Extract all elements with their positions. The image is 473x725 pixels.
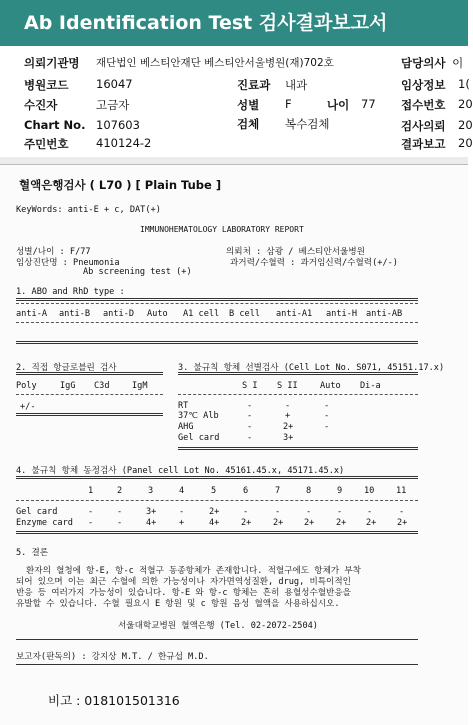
value-clinical-info: 1( bbox=[458, 77, 470, 91]
label-report-date: 결과보고 bbox=[401, 137, 446, 151]
rule bbox=[178, 372, 418, 375]
ident-num: 3 bbox=[148, 486, 154, 496]
transfusion-history: 과거력/수혈력 : 과거임신력/수혈력(+/-) bbox=[230, 258, 398, 268]
dat-h-igm: IgM bbox=[132, 381, 148, 391]
ident-cell: 4+ bbox=[146, 518, 157, 528]
label-specimen: 검체 bbox=[237, 117, 260, 131]
label-clinical-info: 임상정보 bbox=[401, 78, 446, 92]
ident-cell: 2+ bbox=[209, 507, 220, 517]
ident-cell: + bbox=[179, 518, 185, 528]
rule bbox=[16, 303, 418, 304]
rule bbox=[16, 394, 163, 395]
ident-cell: 2+ bbox=[397, 518, 408, 528]
value-doctor: 이 bbox=[452, 56, 464, 70]
label-age: 나이 bbox=[327, 98, 350, 112]
ident-num: 1 bbox=[88, 486, 94, 496]
ident-cell: - bbox=[306, 507, 312, 517]
value-resident-no: 410124-2 bbox=[96, 136, 152, 150]
ident-cell: - bbox=[399, 507, 405, 517]
screen-cell: - bbox=[247, 401, 253, 411]
ident-row-label: Gel card bbox=[16, 507, 58, 517]
hospital-contact: 서울대학교병원 혈액은행 (Tel. 02-2072-2504) bbox=[118, 621, 318, 631]
ident-cell: - bbox=[179, 507, 185, 517]
conclusion-title: 5. 결론 bbox=[16, 548, 49, 558]
rule bbox=[16, 476, 418, 479]
header-row-1 bbox=[24, 55, 334, 71]
ident-cell: - bbox=[117, 507, 123, 517]
label-resident-no: 주민번호 bbox=[24, 137, 69, 151]
ident-cell: 4+ bbox=[209, 518, 220, 528]
label-institution: 의뢰기관명 bbox=[24, 56, 80, 70]
ident-title: 4. 불규칙 항체 동정검사 (Panel cell Lot No. 45161.45.x, 45171.45.x) bbox=[16, 466, 345, 476]
report-title-banner: Ab Identification Test 검사결과보고서 bbox=[0, 0, 468, 46]
screen-cell: - bbox=[247, 411, 253, 421]
ident-num: 11 bbox=[396, 486, 407, 496]
ident-num: 7 bbox=[275, 486, 281, 496]
screen-h-sii: S II bbox=[277, 381, 298, 391]
screen-row-label: AHG bbox=[178, 422, 194, 432]
label-sex: 성별 bbox=[237, 98, 260, 112]
conclusion-line: 유발할 수 있습니다. 수혈 필요시 E 항원 및 c 항원 음성 혈액을 사용하십시오. bbox=[16, 599, 340, 609]
label-request-date: 검사의뢰 bbox=[401, 119, 446, 133]
dat-h-igg: IgG bbox=[60, 381, 76, 391]
value-department: 내과 bbox=[285, 78, 308, 92]
ident-cell: 2+ bbox=[336, 518, 347, 528]
screen-cell: 2+ bbox=[283, 422, 294, 432]
rule bbox=[16, 341, 418, 344]
dat-h-poly: Poly bbox=[16, 381, 37, 391]
ident-cell: - bbox=[337, 507, 343, 517]
ident-cell: 2+ bbox=[273, 518, 284, 528]
reporter: 보고자(판독의) : 강지상 M.T. / 한규섭 M.D. bbox=[16, 652, 209, 662]
screen-h-auto: Auto bbox=[320, 381, 341, 391]
abo-h-a1-cell: A1 cell bbox=[183, 309, 220, 319]
label-patient: 수진자 bbox=[24, 98, 58, 112]
memo: 비고 : 018101501316 bbox=[48, 693, 180, 708]
rule bbox=[178, 447, 418, 450]
ident-cell: - bbox=[88, 518, 94, 528]
screen-cell: 3+ bbox=[283, 433, 294, 443]
ident-num: 5 bbox=[211, 486, 217, 496]
ident-row-label: Enzyme card bbox=[16, 518, 73, 528]
abo-h-anti-h: anti-H bbox=[326, 309, 358, 319]
abo-h-anti-a1: anti-A1 bbox=[276, 309, 313, 319]
value-report-date: 20 bbox=[458, 136, 473, 150]
screen-title: 3. 불규칙 항체 선별검사 (Cell Lot No. S071, 45151.17.x) bbox=[178, 363, 445, 373]
value-institution: 재단법인 베스티안재단 베스티안서울병원(재)702호 bbox=[96, 57, 334, 69]
screen-cell: + bbox=[285, 411, 291, 421]
ident-num: 4 bbox=[179, 486, 185, 496]
ident-num: 8 bbox=[306, 486, 312, 496]
ident-num: 9 bbox=[337, 486, 343, 496]
rule bbox=[16, 413, 163, 416]
value-hospital-code: 16047 bbox=[96, 77, 133, 91]
rule bbox=[16, 500, 418, 501]
dat-h-c3d: C3d bbox=[94, 381, 110, 391]
label-chart-no: Chart No. bbox=[24, 118, 86, 132]
ident-num: 2 bbox=[117, 486, 123, 496]
label-department: 진료과 bbox=[237, 78, 271, 92]
label-receipt-no: 접수번호 bbox=[401, 98, 446, 112]
abo-h-anti-ab: anti-AB bbox=[366, 309, 403, 319]
screen-row-label: 37℃ Alb bbox=[178, 411, 219, 421]
abo-h-auto: Auto bbox=[147, 309, 168, 319]
screen-h-dia: Di-a bbox=[360, 381, 381, 391]
value-chart-no: 107603 bbox=[96, 118, 140, 132]
value-patient: 고금자 bbox=[96, 98, 130, 112]
screen-row-label: RT bbox=[178, 401, 189, 411]
ident-cell: - bbox=[88, 507, 94, 517]
screen-cell: - bbox=[324, 411, 330, 421]
label-hospital-code: 병원코드 bbox=[24, 78, 69, 92]
conclusion-line: 환자의 혈청에 항-E, 항-c 적혈구 동종항체가 존재합니다. 적혈구에도 항체가 부착 bbox=[26, 566, 361, 576]
dat-title: 2. 직접 항글로블린 검사 bbox=[16, 363, 117, 373]
screen-cell: - bbox=[247, 433, 253, 443]
abo-h-b-cell: B cell bbox=[229, 309, 261, 319]
ident-num: 10 bbox=[364, 486, 375, 496]
ident-num: 6 bbox=[243, 486, 249, 496]
ident-cell: 2+ bbox=[304, 518, 315, 528]
requester: 의뢰처 : 삼광 / 베스티안서울병원 bbox=[226, 247, 365, 257]
ident-cell: - bbox=[367, 507, 373, 517]
abo-h-anti-a: anti-A bbox=[16, 309, 48, 319]
lab-report-title: IMMUNOHEMATOLOGY LABORATORY REPORT bbox=[140, 225, 304, 234]
rule bbox=[178, 394, 418, 395]
screen-cell: - bbox=[324, 401, 330, 411]
value-age: 77 bbox=[361, 97, 376, 111]
header-doctor bbox=[401, 55, 463, 71]
diagnosis-detail: Ab screening test (+) bbox=[83, 267, 192, 277]
value-sex: F bbox=[285, 97, 292, 111]
ident-cell: - bbox=[117, 518, 123, 528]
diagnosis: 임상진단명 : Pneumonia bbox=[16, 258, 120, 268]
header-row-2 bbox=[24, 77, 68, 93]
rule bbox=[16, 298, 418, 301]
screen-cell: - bbox=[324, 422, 330, 432]
keywords: KeyWords: anti-E + c, DAT(+) bbox=[16, 205, 161, 215]
ident-cell: - bbox=[243, 507, 249, 517]
sex-age: 성별/나이 : F/77 bbox=[16, 247, 91, 257]
ident-cell: 3+ bbox=[146, 507, 157, 517]
screen-cell: - bbox=[285, 401, 291, 411]
dat-poly-value: +/- bbox=[20, 402, 36, 412]
value-request-date: 20 bbox=[458, 118, 473, 132]
value-receipt-no: 20 bbox=[458, 97, 473, 111]
screen-h-si: S I bbox=[242, 381, 258, 391]
abo-h-anti-d: anti-D bbox=[103, 309, 135, 319]
ident-cell: 2+ bbox=[366, 518, 377, 528]
rule bbox=[16, 372, 163, 375]
rule bbox=[16, 322, 418, 323]
value-specimen: 복수검체 bbox=[285, 117, 330, 131]
section-divider bbox=[0, 157, 468, 164]
screen-cell: - bbox=[247, 422, 253, 432]
conclusion-line: 반응 등 여러가지 가능성이 있습니다. 항-E 와 항-c 항체는 흔히 용혈성수혈반응을 bbox=[16, 588, 351, 598]
rule bbox=[16, 664, 418, 665]
report-heading: 혈액은행검사 ( L70 ) [ Plain Tube ] bbox=[19, 178, 222, 192]
abo-title: 1. ABO and RhD type : bbox=[16, 287, 125, 297]
ident-cell: - bbox=[275, 507, 281, 517]
screen-row-label: Gel card bbox=[178, 433, 220, 443]
abo-h-anti-b: anti-B bbox=[59, 309, 91, 319]
label-doctor: 담당의사 bbox=[401, 56, 446, 70]
conclusion-line: 되어 있으며 이는 최근 수혈에 의한 가능성이나 자가면역성질환, drug, 비특이적인 bbox=[16, 577, 351, 587]
rule bbox=[16, 531, 418, 534]
ident-cell: 2+ bbox=[241, 518, 252, 528]
rule bbox=[16, 639, 418, 640]
